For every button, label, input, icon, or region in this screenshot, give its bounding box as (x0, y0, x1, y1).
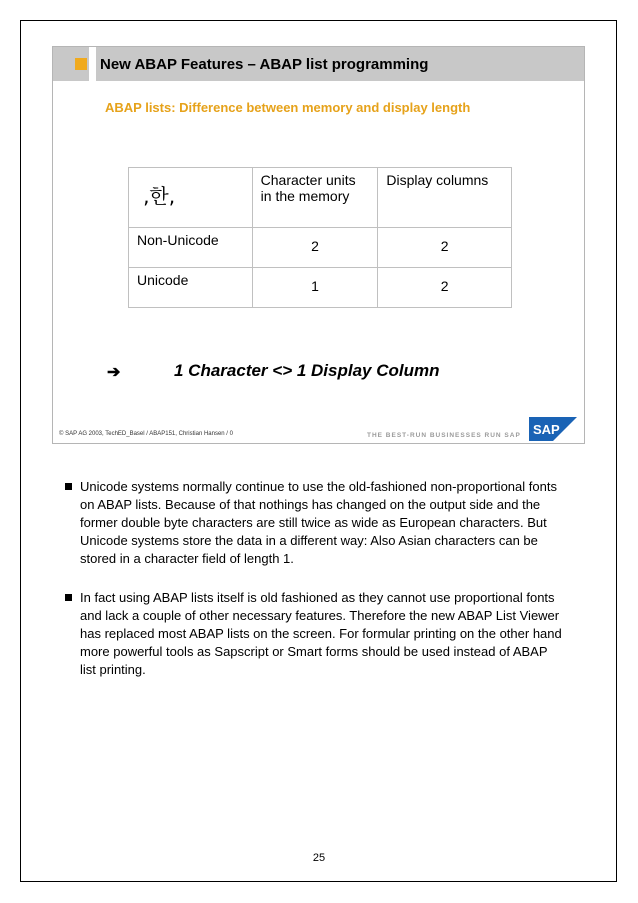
slide-title: New ABAP Features – ABAP list programming (100, 56, 429, 73)
table-row (129, 268, 512, 308)
row-label: Non-Unicode (129, 228, 253, 268)
bullet-square-icon (65, 483, 72, 490)
copyright-text: © SAP AG 2003, TechED_Basel / ABAP151, Christian Hansen / 0 (59, 431, 233, 437)
title-divider (89, 47, 96, 81)
arrow-icon: ➔ (107, 364, 121, 381)
display-value: 2 (378, 228, 512, 268)
table-header-row (129, 168, 512, 228)
sap-logo (529, 417, 577, 441)
bullet-square-icon (65, 594, 72, 601)
title-square-icon (75, 58, 87, 70)
memory-value: 1 (252, 268, 378, 308)
slide-subtitle: ABAP lists: Difference between memory and display length (105, 100, 471, 115)
header-display: Display columns (378, 168, 512, 228)
display-value: 2 (378, 268, 512, 308)
page-number: 25 (312, 852, 326, 864)
memory-value: 2 (252, 228, 378, 268)
tagline: THE BEST-RUN BUSINESSES RUN SAP (367, 432, 521, 439)
conclusion-text: 1 Character <> 1 Display Column (174, 361, 440, 380)
slide (52, 46, 585, 444)
note-text: Unicode systems normally continue to use the old-fashioned non-proportional fonts on ABAP lists. Because of that nothings has changed on the output side and the former double byte characters are still twice as wide as European characters. But Unicode systems store the data in a different way: Also Asian characters can be stored in a character field of length 1. (80, 479, 557, 566)
comparison-table (128, 167, 512, 308)
notes-section (65, 478, 565, 700)
note-text: In fact using ABAP lists itself is old fashioned as they cannot use proportional fonts and lack a couple of other necessary features. Therefore the new ABAP List Viewer has replaced most ABAP lists on the screen. For formular printing on the other hand more powerful tools as Sapscript or Smart forms should be used instead of ABAP list printing. (80, 590, 562, 677)
slide-title-bar (53, 47, 584, 81)
table-row (129, 228, 512, 268)
sample-character-cell (129, 168, 253, 228)
row-label: Unicode (129, 268, 253, 308)
list-item (65, 478, 565, 568)
list-item (65, 589, 565, 679)
svg-text:SAP: SAP (533, 422, 560, 437)
header-memory: Character units in the memory (252, 168, 378, 228)
sample-character: ‚한‚ (143, 184, 176, 208)
